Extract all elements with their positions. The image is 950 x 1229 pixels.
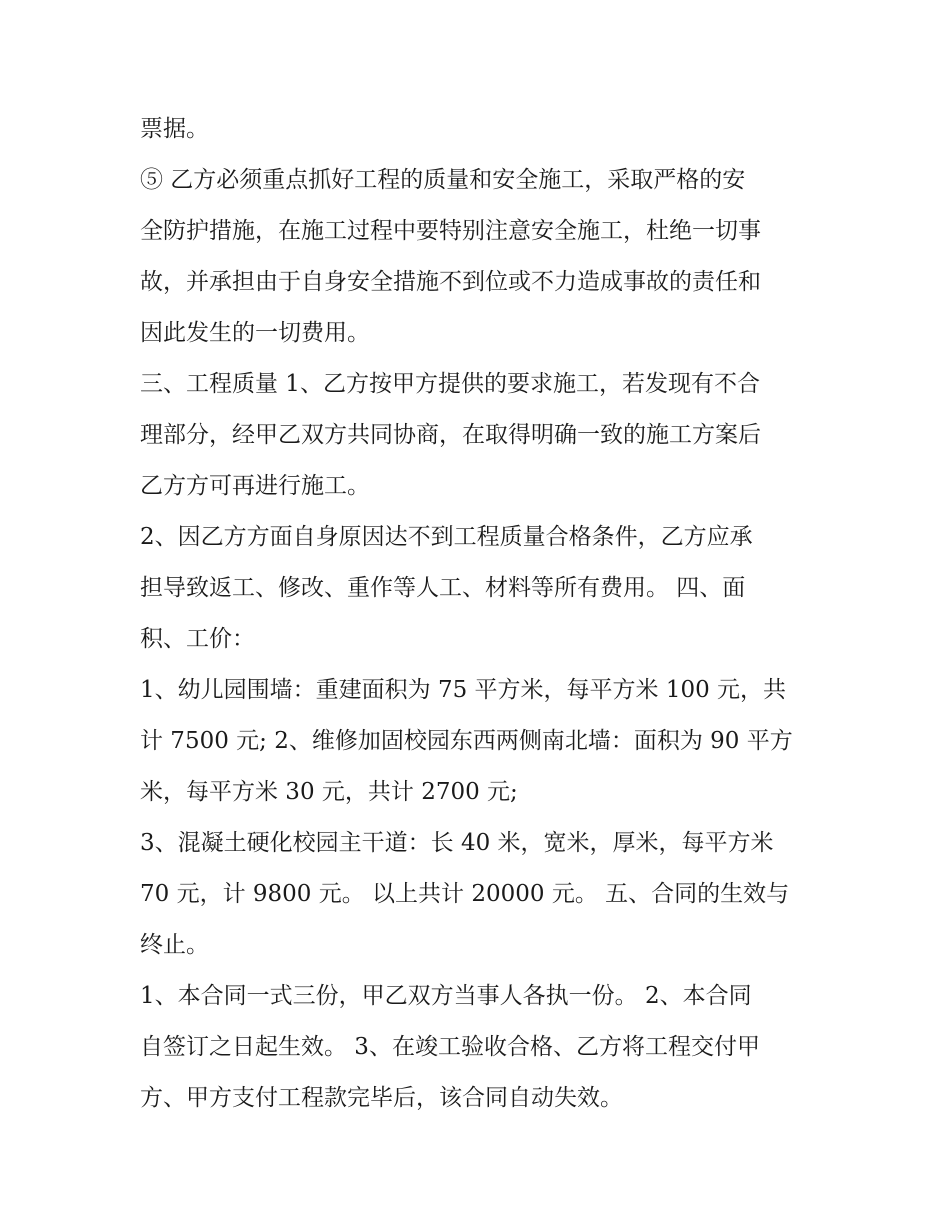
text-line: 方、甲方支付工程款完毕后，该合同自动失效。 bbox=[140, 1085, 623, 1111]
text-line: ⑤ 乙方必须重点抓好工程的质量和安全施工，采取严格的安 bbox=[140, 167, 746, 193]
text-line: 担导致返工、修改、重作等人工、材料等所有费用。 四、面 bbox=[140, 575, 746, 601]
text-line: 票据。 bbox=[140, 116, 209, 142]
text-line: 终止。 bbox=[140, 932, 209, 958]
text-line: 积、工价： bbox=[140, 626, 255, 652]
text-line: 1、幼儿园围墙：重建面积为 75 平方米，每平方米 100 元，共 bbox=[140, 677, 787, 703]
text-line: 计 7500 元; 2、维修加固校园东西两侧南北墙：面积为 90 平方 bbox=[140, 728, 793, 754]
text-line: 全防护措施，在施工过程中要特别注意安全施工，杜绝一切事 bbox=[140, 218, 761, 244]
text-line: 自签订之日起生效。 3、在竣工验收合格、乙方将工程交付甲 bbox=[140, 1034, 760, 1060]
text-line: 因此发生的一切费用。 bbox=[140, 320, 370, 346]
text-line: 理部分，经甲乙双方共同协商，在取得明确一致的施工方案后 bbox=[140, 422, 761, 448]
text-line: 乙方方可再进行施工。 bbox=[140, 473, 370, 499]
text-line: 三、工程质量 1、乙方按甲方提供的要求施工，若发现有不合 bbox=[140, 371, 760, 397]
text-line: 米，每平方米 30 元，共计 2700 元; bbox=[140, 779, 518, 805]
text-line: 2、因乙方方面自身原因达不到工程质量合格条件，乙方应承 bbox=[140, 524, 753, 550]
text-line: 3、混凝土硬化校园主干道：长 40 米，宽米，厚米，每平方米 bbox=[140, 830, 774, 856]
text-line: 1、本合同一式三份，甲乙双方当事人各执一份。 2、本合同 bbox=[140, 983, 752, 1009]
contract-text bbox=[140, 104, 820, 1124]
text-line: 70 元，计 9800 元。 以上共计 20000 元。 五、合同的生效与 bbox=[140, 881, 790, 907]
text-line: 故，并承担由于自身安全措施不到位或不力造成事故的责任和 bbox=[140, 269, 761, 295]
